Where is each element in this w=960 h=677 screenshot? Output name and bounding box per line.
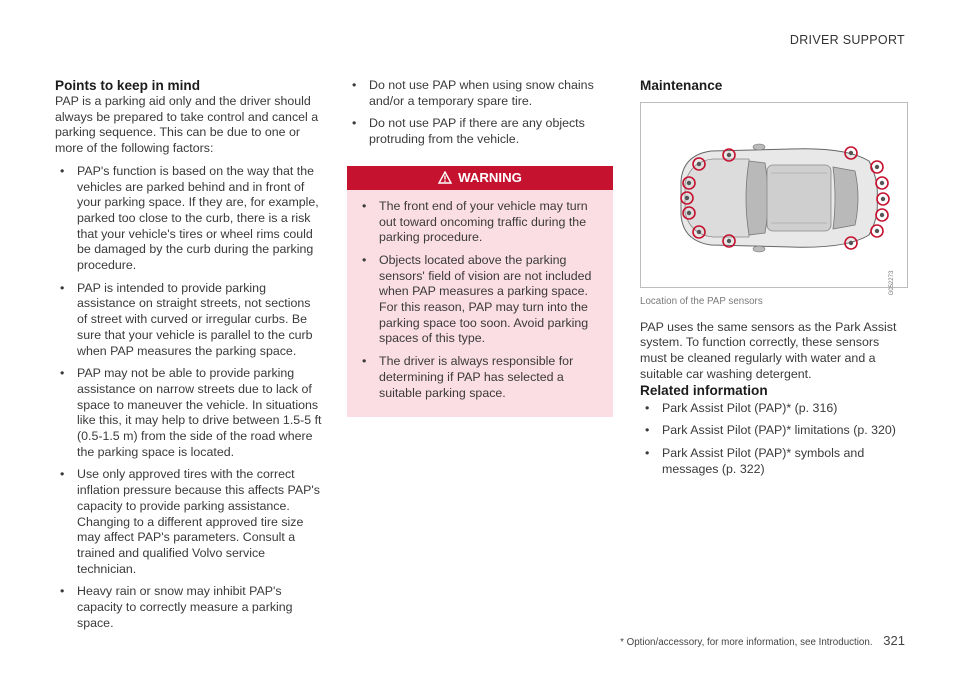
- page-footer: [620, 633, 905, 648]
- warning-list: [357, 199, 603, 401]
- warning-header: [347, 166, 613, 190]
- warning-box: [347, 166, 613, 417]
- points-heading: Points to keep in mind: [55, 78, 201, 93]
- related-list: [640, 401, 908, 478]
- figure-code: G052273: [889, 271, 896, 296]
- related-link[interactable]: • Park Assist Pilot (PAP)* symbols and messages (p. 322): [640, 446, 908, 477]
- left-column: [55, 78, 323, 632]
- maintenance-heading: Maintenance: [640, 78, 723, 93]
- warning-title: WARNING: [458, 169, 522, 185]
- factors-list: [55, 164, 323, 632]
- list-item: • Use only approved tires with the correct inflation pressure because this affects PAP's capacity to provide parking assistance. Changing to a different approved tire size may affect PAP's parameters. Consult a trained and qualified Volvo service technician.: [55, 467, 323, 577]
- footnote: * Option/accessory, for more information, see Introduction.: [620, 637, 873, 648]
- list-item: • Heavy rain or snow may inhibit PAP's capacity to correctly measure a parking space.: [55, 584, 323, 631]
- list-item: • Do not use PAP when using snow chains and/or a temporary spare tire.: [347, 78, 613, 109]
- middle-column: [347, 78, 613, 417]
- list-item: • Do not use PAP if there are any objects protruding from the vehicle.: [347, 116, 613, 147]
- restrictions-list: [347, 78, 613, 148]
- related-link[interactable]: • Park Assist Pilot (PAP)* limitations (p. 320): [640, 423, 908, 439]
- list-item: • PAP's function is based on the way that the vehicles are parked behind and in front of your parking space. If they are, for example, parked too close to the curb, there is a risk that your vehicle's tires or wheel rims could be damaged by the curb during the parking procedure.: [55, 164, 323, 274]
- list-item: • The driver is always responsible for determining if PAP has selected a suitable parking space.: [357, 354, 603, 401]
- sensor-figure: [640, 102, 908, 296]
- warning-triangle-icon: [438, 171, 452, 184]
- list-item: • PAP may not be able to provide parking assistance on narrow streets due to lack of space to maneuver the vehicle. In situations like this, it may help to drive between 1.5-5 ft (0.5-1.5 m) from the side of the road where the parking space is located.: [55, 366, 323, 460]
- right-column: [640, 78, 908, 477]
- list-item: • PAP is intended to provide parking assistance on straight streets, not sections of street with curved or irregular curbs. Be sure that your vehicle is parallel to the curb when PAP measures the parking space.: [55, 281, 323, 360]
- related-link[interactable]: • Park Assist Pilot (PAP)* (p. 316): [640, 401, 908, 417]
- list-item: • The front end of your vehicle may turn out toward oncoming traffic during the parking procedure.: [357, 199, 603, 246]
- page-number: 321: [883, 633, 905, 648]
- list-item: • Objects located above the parking sensors' field of vision are not included when PAP measures a parking space. For this reason, PAP may turn into the parking space too soon. Avoid parking spaces of this type.: [357, 253, 603, 347]
- maintenance-paragraph: PAP uses the same sensors as the Park Assist system. To function correctly, these sensors must be cleaned regularly with water and a suitable car washing detergent.: [640, 319, 897, 381]
- figure-caption: Location of the PAP sensors: [640, 296, 763, 307]
- related-heading: Related information: [640, 382, 768, 398]
- intro-paragraph: PAP is a parking aid only and the driver should always be prepared to take control and cancel a parking sequence. This can be due to one or more of the following factors:: [55, 94, 319, 156]
- running-header: DRIVER SUPPORT: [789, 33, 905, 47]
- car-top-view-illustration: [641, 103, 907, 287]
